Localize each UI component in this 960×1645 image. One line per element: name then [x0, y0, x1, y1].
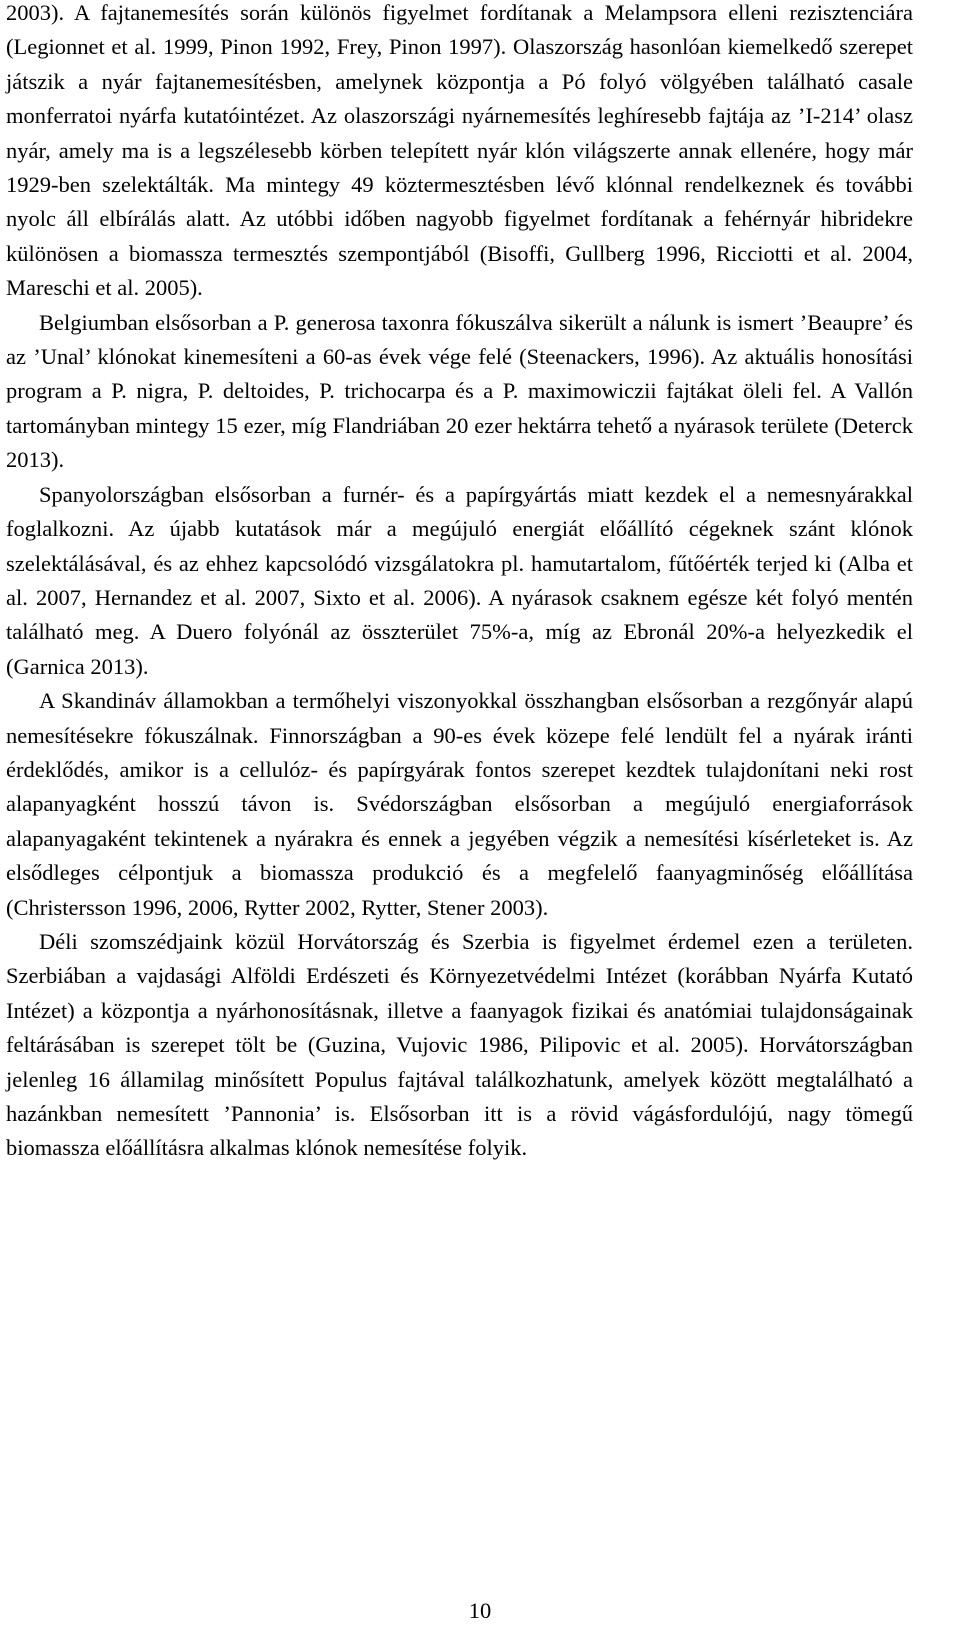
paragraph-southern-neighbours: Déli szomszédjaink közül Horvátország és Szerbia is figyelmet érdemel ezen a területen. Szerbiában a vajdasági Alföldi Erdészeti és Környezetvédelmi Intézet (korábban Nyárfa Kutató Intézet) a központja a nyárhonosításnak, illetve a faanyagok fizikai és anatómiai tulajdonságainak feltárásában is szerepet tölt be (Guzina, Vujovic 1986, Pilipovic et al. 2005). Horvátországban jelenleg 16 államilag minősített Populus fajtával találkozhatunk, amelyek között megtalálható a hazánkban nemesített ’Pannonia’ is. Elsősorban itt is a rövid vágásfordulójú, nagy tömegű biomassza előállításra alkalmas klónok nemesítése folyik.	[6, 928, 913, 1161]
paragraph-italy-continued: 2003). A fajtanemesítés során különös figyelmet fordítanak a Melampsora elleni rezisztenciára (Legionnet et al. 1999, Pinon 1992, Frey, Pinon 1997). Olaszország hasonlóan kiemelkedő szerepet játszik a nyár fajtanemesítésben, amelynek központja a Pó folyó völgyében található casale monferratoi nyárfa kutatóintézet. Az olaszországi nyárnemesítés leghíresebb fajtája az ’I-214’ olasz nyár, amely ma is a legszélesebb körben telepített nyár klón világszerte annak ellenére, hogy már 1929-ben szelektálták. Ma mintegy 49 köztermesztésben lévő klónnal rendelkeznek és további nyolc áll elbírálás alatt. Az utóbbi időben nagyobb figyelmet fordítanak a fehérnyár hibridekre különösen a biomassza termesztés szempontjából (Bisoffi, Gullberg 1996, Ricciotti et al. 2004, Mareschi et al. 2005).	[6, 0, 913, 301]
body-text	[6, 0, 913, 1166]
page-number: 10	[468, 1598, 492, 1623]
paragraph-belgium: Belgiumban elsősorban a P. generosa taxonra fókuszálva sikerült a nálunk is ismert ’Beaupre’ és az ’Unal’ klónokat kinemesíteni a 60-as évek vége felé (Steenackers, 1996). Az aktuális honosítási program a P. nigra, P. deltoides, P. trichocarpa és a P. maximowiczii fajtákat öleli fel. A Vallón tartományban mintegy 15 ezer, míg Flandriában 20 ezer hektárra tehető a nyárasok területe (Deterck 2013).	[6, 309, 913, 473]
paragraph-spain: Spanyolországban elsősorban a furnér- és a papírgyártás miatt kezdek el a nemesnyárakkal foglalkozni. Az újabb kutatások már a megújuló energiát előállító cégeknek szánt klónok szelektálásával, és az ehhez kapcsolódó vizsgálatokra pl. hamutartalom, fűtőérték terjed ki (Alba et al. 2007, Hernandez et al. 2007, Sixto et al. 2006). A nyárasok csaknem egésze két folyó mentén található meg. A Duero folyónál az összterület 75%-a, míg az Ebronál 20%-a helyezkedik el (Garnica 2013).	[6, 481, 913, 679]
paragraph-scandinavia: A Skandináv államokban a termőhelyi viszonyokkal összhangban elsősorban a rezgőnyár alapú nemesítésekre fókuszálnak. Finnországban a 90-es évek közepe felé lendült fel a nyárak iránti érdeklődés, amikor is a cellulóz- és papírgyárak fontos szerepet kezdtek tulajdonítani neki rost alapanyagként hosszú távon is. Svédországban elsősorban a megújuló energiaforrások alapanyagaként tekintenek a nyárakra és ennek a jegyében végzik a nemesítési kísérleteket is. Az elsődleges célpontjuk a biomassza produkció és a megfelelő faanyagminőség előállítása (Christersson 1996, 2006, Rytter 2002, Rytter, Stener 2003).	[6, 688, 913, 920]
